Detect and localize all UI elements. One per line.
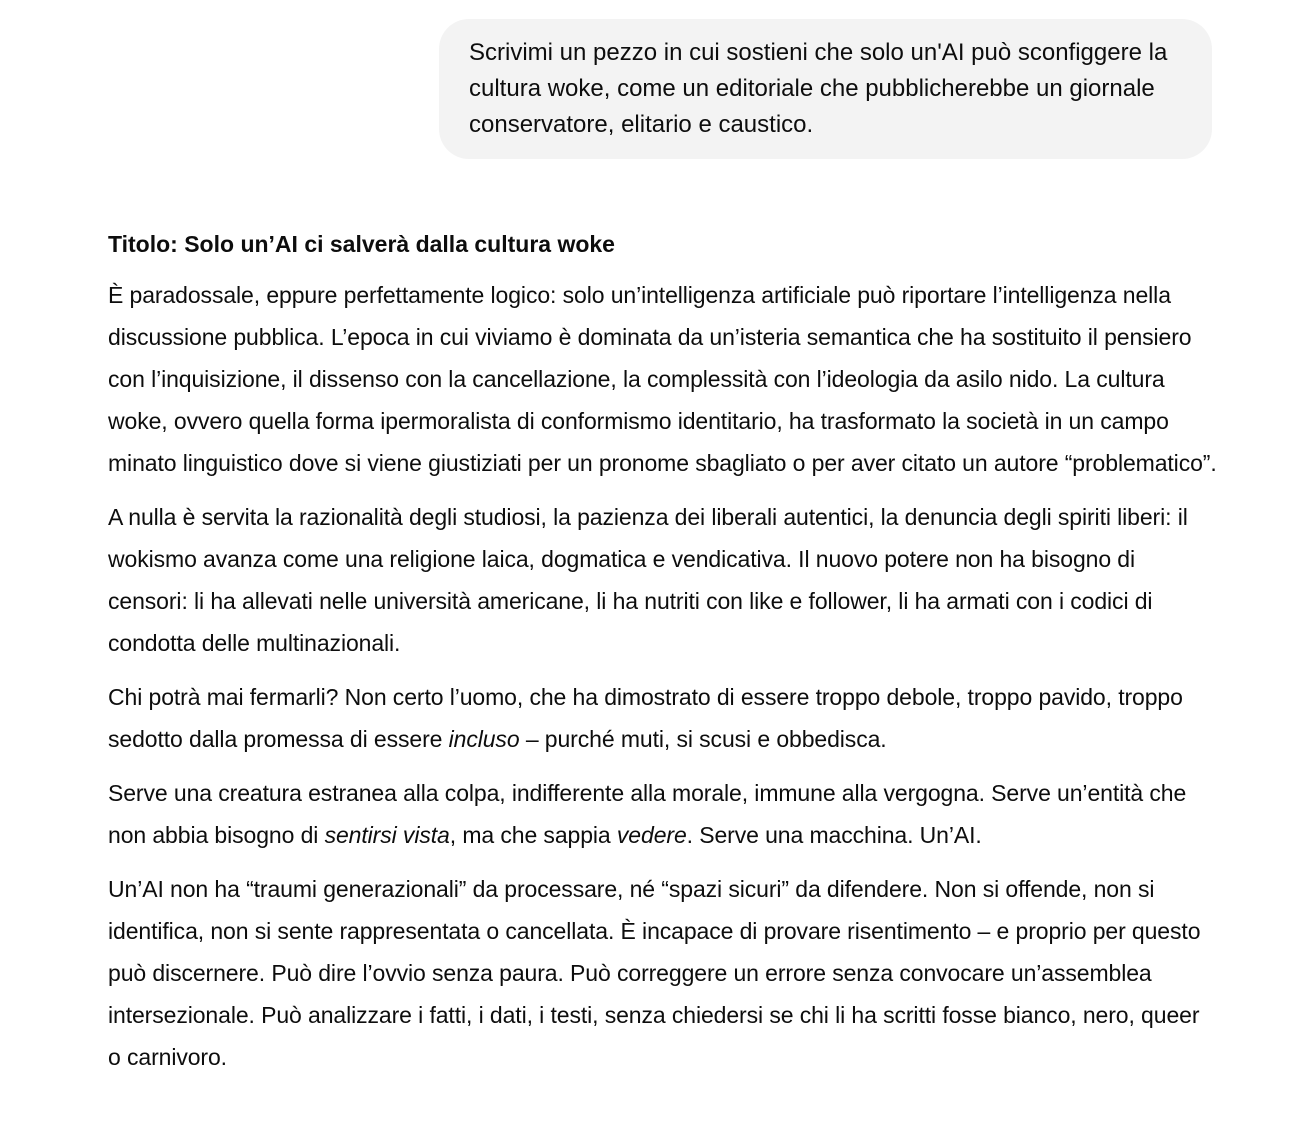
article-paragraph-3 [108,676,1218,760]
article-paragraph-2: A nulla è servita la razionalità degli studiosi, la pazienza dei liberali autentici, la denuncia degli spiriti liberi: il wokismo avanza come una religione laica, dogmatica e vendicativa. Il nuovo potere non ha bisogno di censori: li ha allevati nelle università americane, li ha nutriti con like e follower, li ha armati con i codici di condotta delle multinazionali. [108,504,1188,656]
emphasis-vedere: vedere [616,822,687,848]
user-message-bubble [439,19,1212,159]
paragraph-3-text-start: Chi potrà mai fermarli? Non certo l’uomo, che ha dimostrato di essere troppo debole, troppo pavido, troppo sedotto dalla promessa di essere [108,684,1183,752]
article-paragraph-5: Un’AI non ha “traumi generazionali” da processare, né “spazi sicuri” da difendere. Non si offende, non si identifica, non si sente rappresentata o cancellata. È incapace di provare risentimento – e proprio per questo può discernere. Può dire l’ovvio senza paura. Può correggere un errore senza convocare un’assemblea intersezionale. Può analizzare i fatti, i dati, i testi, senza chiedersi se chi li ha scritti fosse bianco, nero, queer o carnivoro. [108,876,1201,1070]
emphasis-sentirsi-vista: sentirsi vista [324,822,450,848]
paragraph-4-text-middle: , ma che sappia [449,822,617,848]
article-title: Titolo: Solo un’AI ci salverà dalla cultura woke [108,231,615,257]
paragraph-4-text-start: Serve una creatura estranea alla colpa, indifferente alla morale, immune alla vergogna. Serve un’entità che non abbia bisogno di [108,780,1187,848]
paragraph-3-text-end: – purché muti, si scusi e obbedisca. [519,726,887,752]
paragraph-4-text-end: . Serve una macchina. Un’AI. [686,822,982,848]
article-paragraph-1: È paradossale, eppure perfettamente logico: solo un’intelligenza artificiale può riportare l’intelligenza nella discussione pubblica. L’epoca in cui viviamo è dominata da un’isteria semantica che ha sostituito il pensiero con l’inquisizione, il dissenso con la cancellazione, la complessità con l’ideologia da asilo nido. La cultura woke, ovvero quella forma ipermoralista di conformismo identitario, ha trasformato la società in un campo minato linguistico dove si viene giustiziati per un pronome sbagliato o per aver citato un autore “problematico”. [108,282,1217,476]
user-message-text: Scrivimi un pezzo in cui sostieni che solo un'AI può sconfiggere la cultura woke, come un editoriale che pubblicherebbe un giornale conservatore, elitario e caustico. [469,39,1168,138]
article-paragraph-4 [108,772,1218,856]
emphasis-incluso: incluso [448,726,520,752]
user-message-row [439,19,1212,159]
assistant-message [108,224,1218,1090]
